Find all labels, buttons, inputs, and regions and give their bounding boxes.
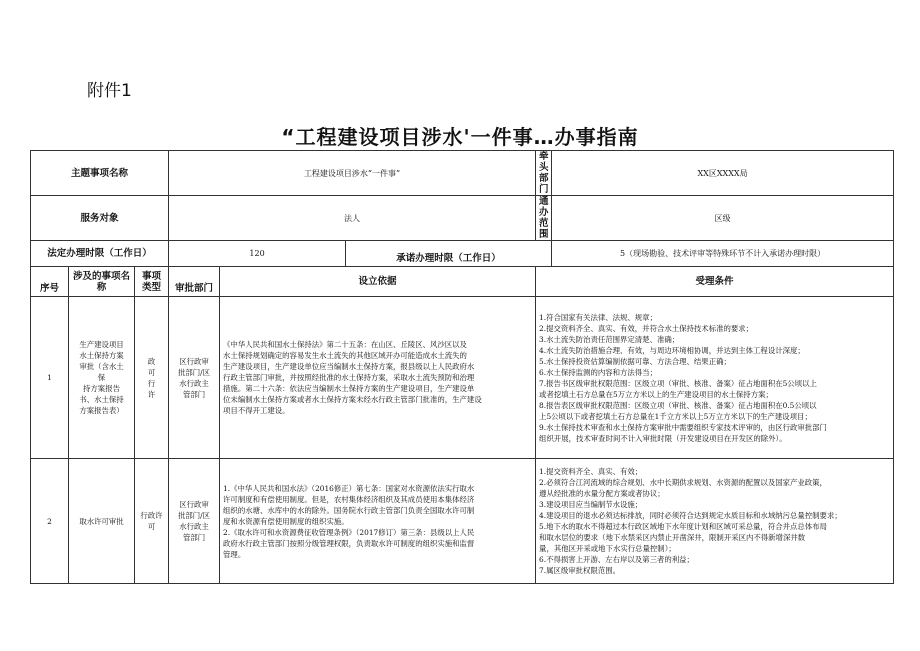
- lead-dept-value: XX区XXXX局: [552, 151, 894, 196]
- service-target-value: 法人: [169, 196, 536, 241]
- row-conditions: 1.符合国家有关法律、法规、规章； 2.提交资料齐全、真实、有效，并符合水土保持技术标准的要求； 3.水土流失防治责任范围界定清楚、准确； 4.水土流失防治措施合理、有效，与周边环境相协调，并达到主体工程设计深度； 5.水土保持投资估算编制依据可靠、方法合理、结果正确； 6.水土保持监测的内容和方法得当； 7.报告书区级审批权限范围：区级立项（审批、核准、备案）征占地面积在5公顷以上 或者挖填土石方总量在5万立方米以上的生产建设项目的水土保持方案； 8.报告表区级审批权限范围：区级立项（审批、核准、备案）征占地面积在0.5公顷以 上5公顷以下或者挖填土石方总量在1千立方米以上5万立方米以下的生产建设项目； 9.水土保持技术审查和水土保持方案审批中需要组织专家技术评审的，由区行政审批部门 组织开展，技术审查时间不计入审批时限（开发建设项目在开发区的除外）。: [536, 297, 894, 459]
- header-approval-dept: 审批部门: [169, 267, 220, 297]
- table-row: [31, 459, 894, 584]
- summary-row-3: [31, 241, 894, 267]
- header-row: [31, 267, 894, 297]
- header-basis: 设立依据: [220, 267, 536, 297]
- row-approval-dept: 区行政审 批部门/区 水行政主 管部门: [169, 459, 220, 584]
- header-item-type: 事项类型: [135, 267, 169, 297]
- row-conditions: 1.提交资料齐全、真实、有效； 2.必须符合江河流域的综合规划、水中长期供求规划、水资源的配置以及国家产业政策， 遵从经批准的水量分配方案或者协议； 3.建设项目应当编制节水设施； 4.建设项目的退水必须达标排放，同时必须符合达到规定水质目标和水域纳污总量控制要求； 5.地下水的取水不得超过本行政区域地下水年度计划和区域可采总量，符合并点总体布局 和取水层位的要求（地下水禁采区内禁止开凿深井，限制开采区内不得新增深井数 量，其他区开采或地下水实行总量控制）； 6.不得损害上开游、左右岸以及第三者的利益； 7.属区级审批权限范围。: [536, 459, 894, 584]
- table-row: [31, 297, 894, 459]
- row-basis: 《中华人民共和国水土保持法》第二十五条：在山区、丘陵区、风沙区以及 水土保持规划确定的容易发生水土流失的其他区域开办可能造成水土流失的 生产建设项目，生产建设单位应当编制水土保持方案，报县级以上人民政府水 行政主管部门审批，并按照经批准的水土保持方案，采取水土流失预防和治理 措施。第二十六条：依法应当编制水土保持方案的生产建设项目，生产建设单 位未编制水土保持方案或者水土保持方案未经水行政主管部门批准的，生产建设 项目不得开工建设。: [220, 297, 536, 459]
- promised-limit-label: 承诺办理时限（工作日）: [346, 241, 552, 267]
- scope-value: 区级: [552, 196, 894, 241]
- theme-label: 主题事项名称: [31, 151, 169, 196]
- header-seq: 序号: [31, 267, 69, 297]
- legal-limit-label: 法定办理时限（工作日）: [31, 241, 169, 267]
- document-title: “工程建设项目涉水'一件事…办事指南: [281, 125, 639, 149]
- row-item-name: 取水许可审批: [69, 459, 135, 584]
- summary-row-1: [31, 151, 894, 196]
- scope-label: 通办范围: [536, 196, 552, 241]
- row-item-name: 生产建设项目 水土保持方案 审批（含水土 保 持方案报告 书、水土保持 方案报告表）: [69, 297, 135, 459]
- attachment-label: 附件1: [87, 81, 132, 101]
- lead-dept-label: 牵头部门: [536, 151, 552, 196]
- row-seq: 1: [31, 297, 69, 459]
- row-basis: 1.《中华人民共和国水法》（2016修正）第七条：国家对水资源依法实行取水 许可制度和有偿使用制度。但是，农村集体经济组织及其成员使用本集体经济 组织的水塘、水库中的水的除外。国务院水行政主管部门负责全国取水许可制 度和水资源有偿使用制度的组织实施。 2.《取水许可和水资源费征收管理条例》（2017修订）第三条：县级以上人民 政府水行政主管部门按照分级管理权限，负责取水许可制度的组织实施和监督 管理。: [220, 459, 536, 584]
- header-item-name: 涉及的事项名称: [69, 267, 135, 297]
- legal-limit-value: 120: [169, 241, 346, 267]
- summary-row-2: [31, 196, 894, 241]
- guide-table: [30, 150, 894, 584]
- promised-limit-value: 5（现场勘验、技术评审等特殊环节不计入承诺办理时限）: [552, 241, 894, 267]
- row-item-type: 行政许 可: [135, 459, 169, 584]
- header-conditions: 受理条件: [536, 267, 894, 297]
- service-target-label: 服务对象: [31, 196, 169, 241]
- row-item-type: 政 可 行 许: [135, 297, 169, 459]
- row-approval-dept: 区行政审 批部门/区 水行政主 管部门: [169, 297, 220, 459]
- row-seq: 2: [31, 459, 69, 584]
- theme-value: 工程建设项目涉水“一件事”: [169, 151, 536, 196]
